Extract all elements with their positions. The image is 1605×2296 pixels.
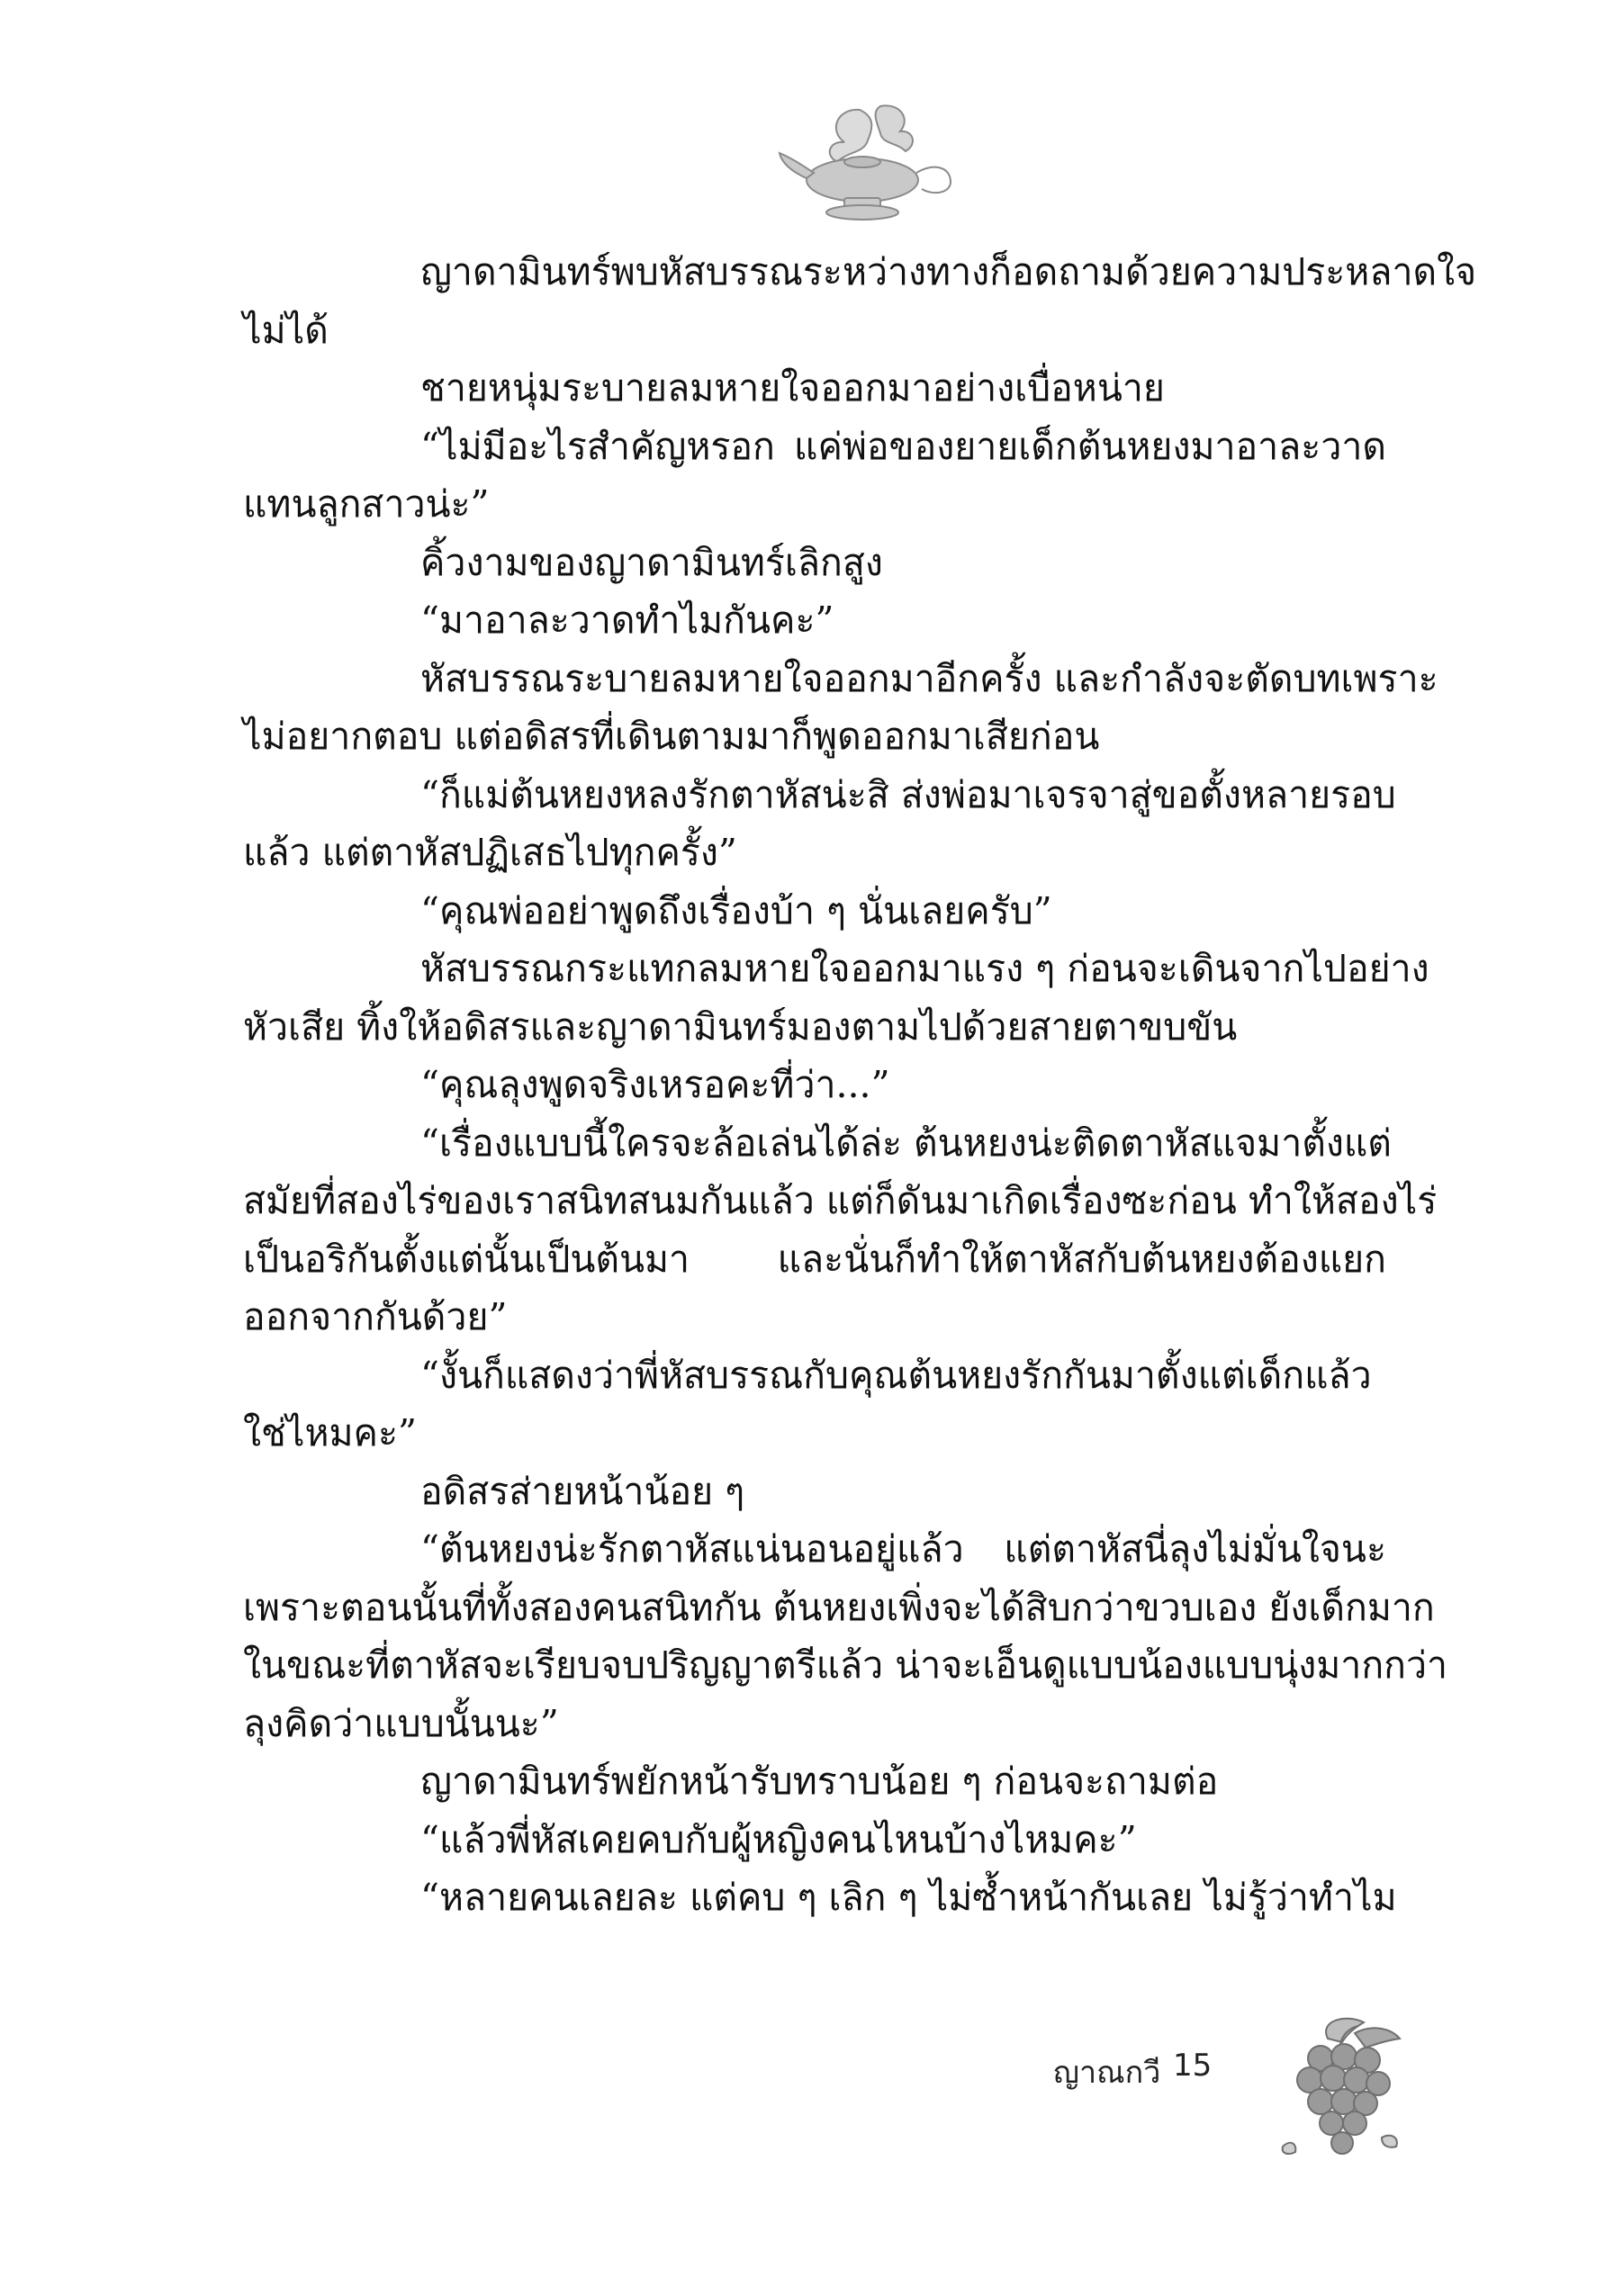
text-line: หัสบรรณระบายลมหายใจออกมาอีกครั้ง และกำลังจะตัดบทเพราะ — [420, 656, 1438, 700]
text-line: ชายหนุ่มระบายลมหายใจออกมาอย่างเบื่อหน่าย — [420, 366, 1165, 410]
text-line: “ก็แม่ต้นหยงหลงรักตาหัสน่ะสิ ส่งพ่อมาเจรจาสู่ขอตั้งหลายรอบ — [420, 772, 1396, 816]
grapes-icon — [1265, 2012, 1413, 2169]
text-line: “แล้วพี่หัสเคยคบกับผู้หญิงคนไหนบ้างไหมคะ” — [420, 1817, 1137, 1861]
text-line: “ต้นหยงน่ะรักตาหัสแน่นอนอยู่แล้ว แต่ตาหัสนี่ลุงไม่มั่นใจนะ — [420, 1527, 1386, 1571]
text-line: เพราะตอนนั้นที่ทั้งสองคนสนิทกัน ต้นหยงเพิ่งจะได้สิบกว่าขวบเอง ยังเด็กมาก — [243, 1585, 1435, 1629]
text-line: ญาดามินทร์พยักหน้ารับทราบน้อย ๆ ก่อนจะถามต่อ — [420, 1760, 1219, 1803]
text-line: “หลายคนเลยละ แต่คบ ๆ เลิก ๆ ไม่ซ้ำหน้ากันเลย ไม่รู้ว่าทำไม — [420, 1876, 1397, 1919]
text-line: “มาอาละวาดทำไมกันคะ” — [420, 599, 834, 642]
text-line: “คุณพ่ออย่าพูดถึงเรื่องบ้า ๆ นั่นเลยครับ” — [420, 888, 1052, 932]
text-line: ใช่ไหมคะ” — [243, 1411, 417, 1454]
body-text — [243, 243, 1477, 1927]
text-line: อดิสรส่ายหน้าน้อย ๆ — [420, 1469, 745, 1513]
magic-lamp-icon — [774, 99, 963, 234]
text-line: “งั้นก็แสดงว่าพี่หัสบรรณกับคุณต้นหยงรักกันมาตั้งแต่เด็กแล้ว — [420, 1353, 1372, 1397]
page-number: 15 — [1173, 2048, 1213, 2084]
text-line: เป็นอริกันตั้งแต่นั้นเป็นต้นมา และนั่นก็ทำให้ตาหัสกับต้นหยงต้องแยก — [243, 1237, 1386, 1281]
text-line: ไม่ได้ — [243, 308, 329, 352]
text-line: ไม่อยากตอบ แต่อดิสรที่เดินตามมาก็พูดออกมาเสียก่อน — [243, 715, 1100, 758]
text-line: แทนลูกสาวน่ะ” — [243, 482, 490, 526]
text-line: สมัยที่สองไร่ของเราสนิทสนมกันแล้ว แต่ก็ดันมาเกิดเรื่องซะก่อน ทำให้สองไร่ — [243, 1179, 1438, 1222]
text-line: ในขณะที่ตาหัสจะเรียบจบปริญญาตรีแล้ว น่าจะเอ็นดูแบบน้องแบบนุ่งมากกว่า — [243, 1643, 1448, 1687]
text-line: แล้ว แต่ตาหัสปฏิเสธไปทุกครั้ง” — [243, 831, 737, 874]
text-line: ออกจากกันด้วย” — [243, 1295, 508, 1338]
running-footer-title: ญาณกวี — [1053, 2055, 1161, 2091]
text-line: “เรื่องแบบนี้ใครจะล้อเล่นได้ล่ะ ต้นหยงน่ะติดตาหัสแจมาตั้งแต่ — [420, 1121, 1392, 1165]
text-line: “ไม่มีอะไรสำคัญหรอก แค่พ่อของยายเด็กต้นหยงมาอาละวาด — [420, 424, 1386, 468]
text-line: หัวเสีย ทิ้งให้อดิสรและญาดามินทร์มองตามไปด้วยสายตาขบขัน — [243, 1004, 1238, 1049]
text-line: คิ้วงามของญาดามินทร์เลิกสูง — [420, 540, 883, 584]
text-line: หัสบรรณกระแทกลมหายใจออกมาแรง ๆ ก่อนจะเดินจากไปอย่าง — [420, 947, 1429, 990]
text-line: “คุณลุงพูดจริงเหรอคะที่ว่า...” — [420, 1063, 890, 1106]
text-line: ญาดามินทร์พบหัสบรรณระหว่างทางก็อดถามด้วยความประหลาดใจ — [420, 250, 1477, 293]
text-line: ลุงคิดว่าแบบนั้นนะ” — [243, 1701, 559, 1745]
